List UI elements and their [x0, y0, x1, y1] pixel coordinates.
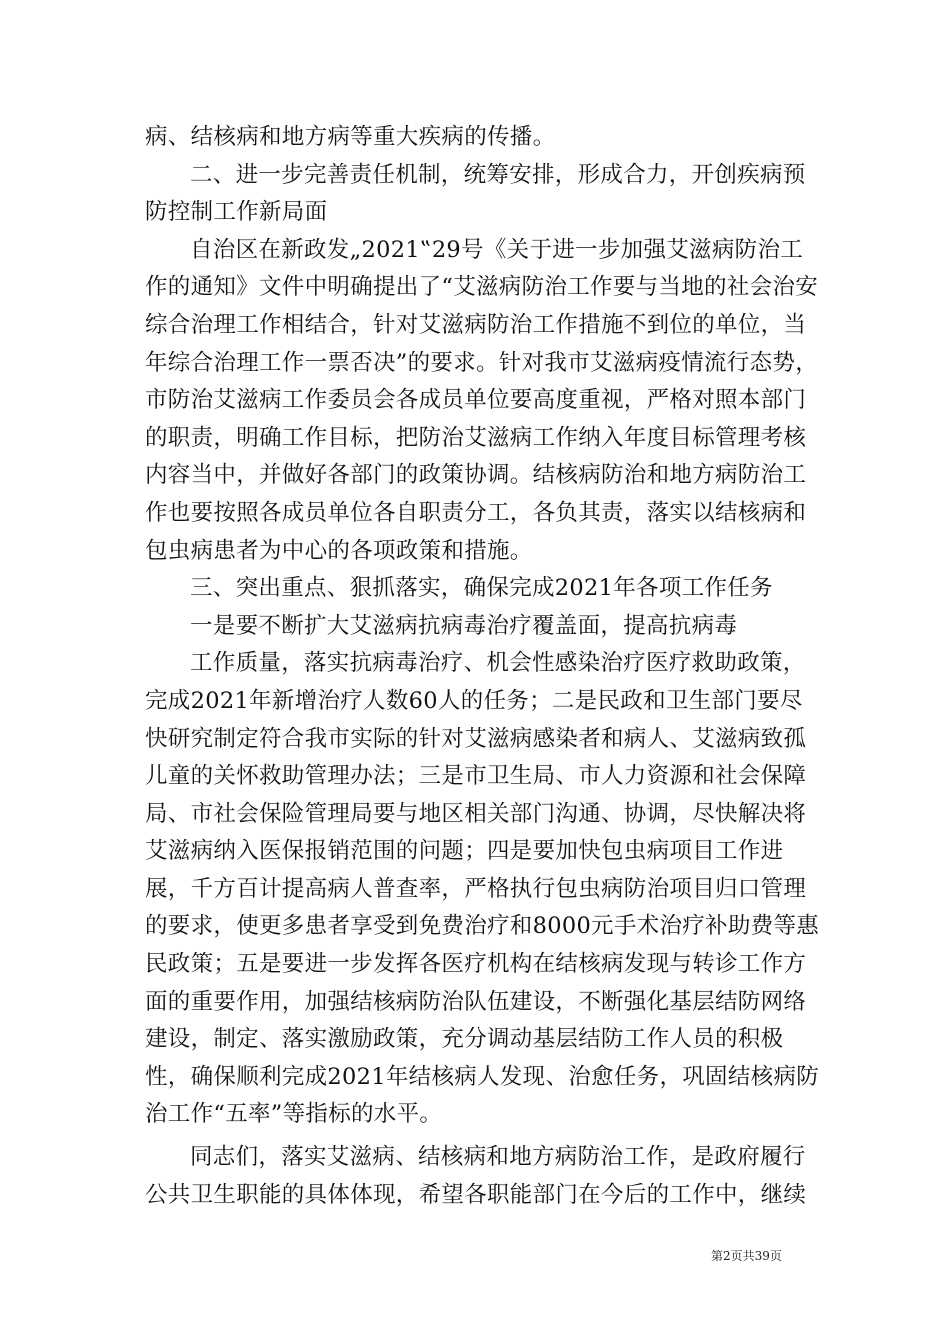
paragraph-continued: 病、结核病和地方病等重大疾病的传播。 — [145, 124, 556, 150]
paragraph-task-list: 工作质量，落实抗病毒治疗、机会性感染治疗医疗救助政策，完成2021年新增治疗人数60人的任务；二是民政和卫生部门要尽快研究制定符合我市实际的针对艾滋病感染者和病人、艾滋病致孤儿童的关怀救助管理办法；三是市卫生局、市人力资源和社会保障局、市社会保险管理局要与地区相关部门沟通、协调，尽快解决将艾滋病纳入医保报销范围的问题；四是要加快包虫病项目工作进展，千方百计提高病人普查率，严格执行包虫病防治项目归口管理的要求，使更多患者享受到免费治疗和8000元手术治疗补助费等惠民政策；五是要进一步发挥各医疗机构在结核病发现与转诊工作方面的重要作用，加强结核病防治队伍建设，不断强化基层结防网络建设，制定、落实激励政策，充分调动基层结防工作人员的积极性，确保顺利完成2021年结核病人发现、治愈任务，巩固结核病防治工作“五率”等指标的水平。 — [145, 650, 820, 1128]
section-heading-two: 二、进一步完善责任机制，统筹安排，形成合力，开创疾病预防控制工作新局面 — [145, 161, 806, 226]
paragraph-aids-policy: 自治区在新政发„2021‟29号《关于进一步加强艾滋病防治工作的通知》文件中明确提出了“艾滋病防治工作要与当地的社会治安综合治理工作相结合，针对艾滋病防治工作措施不到位的单位，当年综合治理工作一票否决”的要求。针对我市艾滋病疫情流行态势，市防治艾滋病工作委员会各成员单位要高度重视，严格对照本部门的职责，明确工作目标，把防治艾滋病工作纳入年度目标管理考核内容当中，并做好各部门的政策协调。结核病防治和地方病防治工作也要按照各成员单位各自职责分工，各负其责，落实以结核病和包虫病患者为中心的各项政策和措施。 — [145, 236, 819, 564]
section-heading-three: 三、突出重点、狠抓落实，确保完成2021年各项工作任务 — [190, 575, 773, 602]
paragraph-task-one: 一是要不断扩大艾滋病抗病毒治疗覆盖面，提高抗病毒 — [190, 612, 738, 639]
page-number: 第2页共39页 — [711, 1249, 782, 1263]
paragraph-closing: 同志们，落实艾滋病、结核病和地方病防治工作，是政府履行公共卫生职能的具体体现，希望各职能部门在今后的工作中，继续 — [145, 1144, 807, 1208]
document-body — [145, 119, 825, 1214]
